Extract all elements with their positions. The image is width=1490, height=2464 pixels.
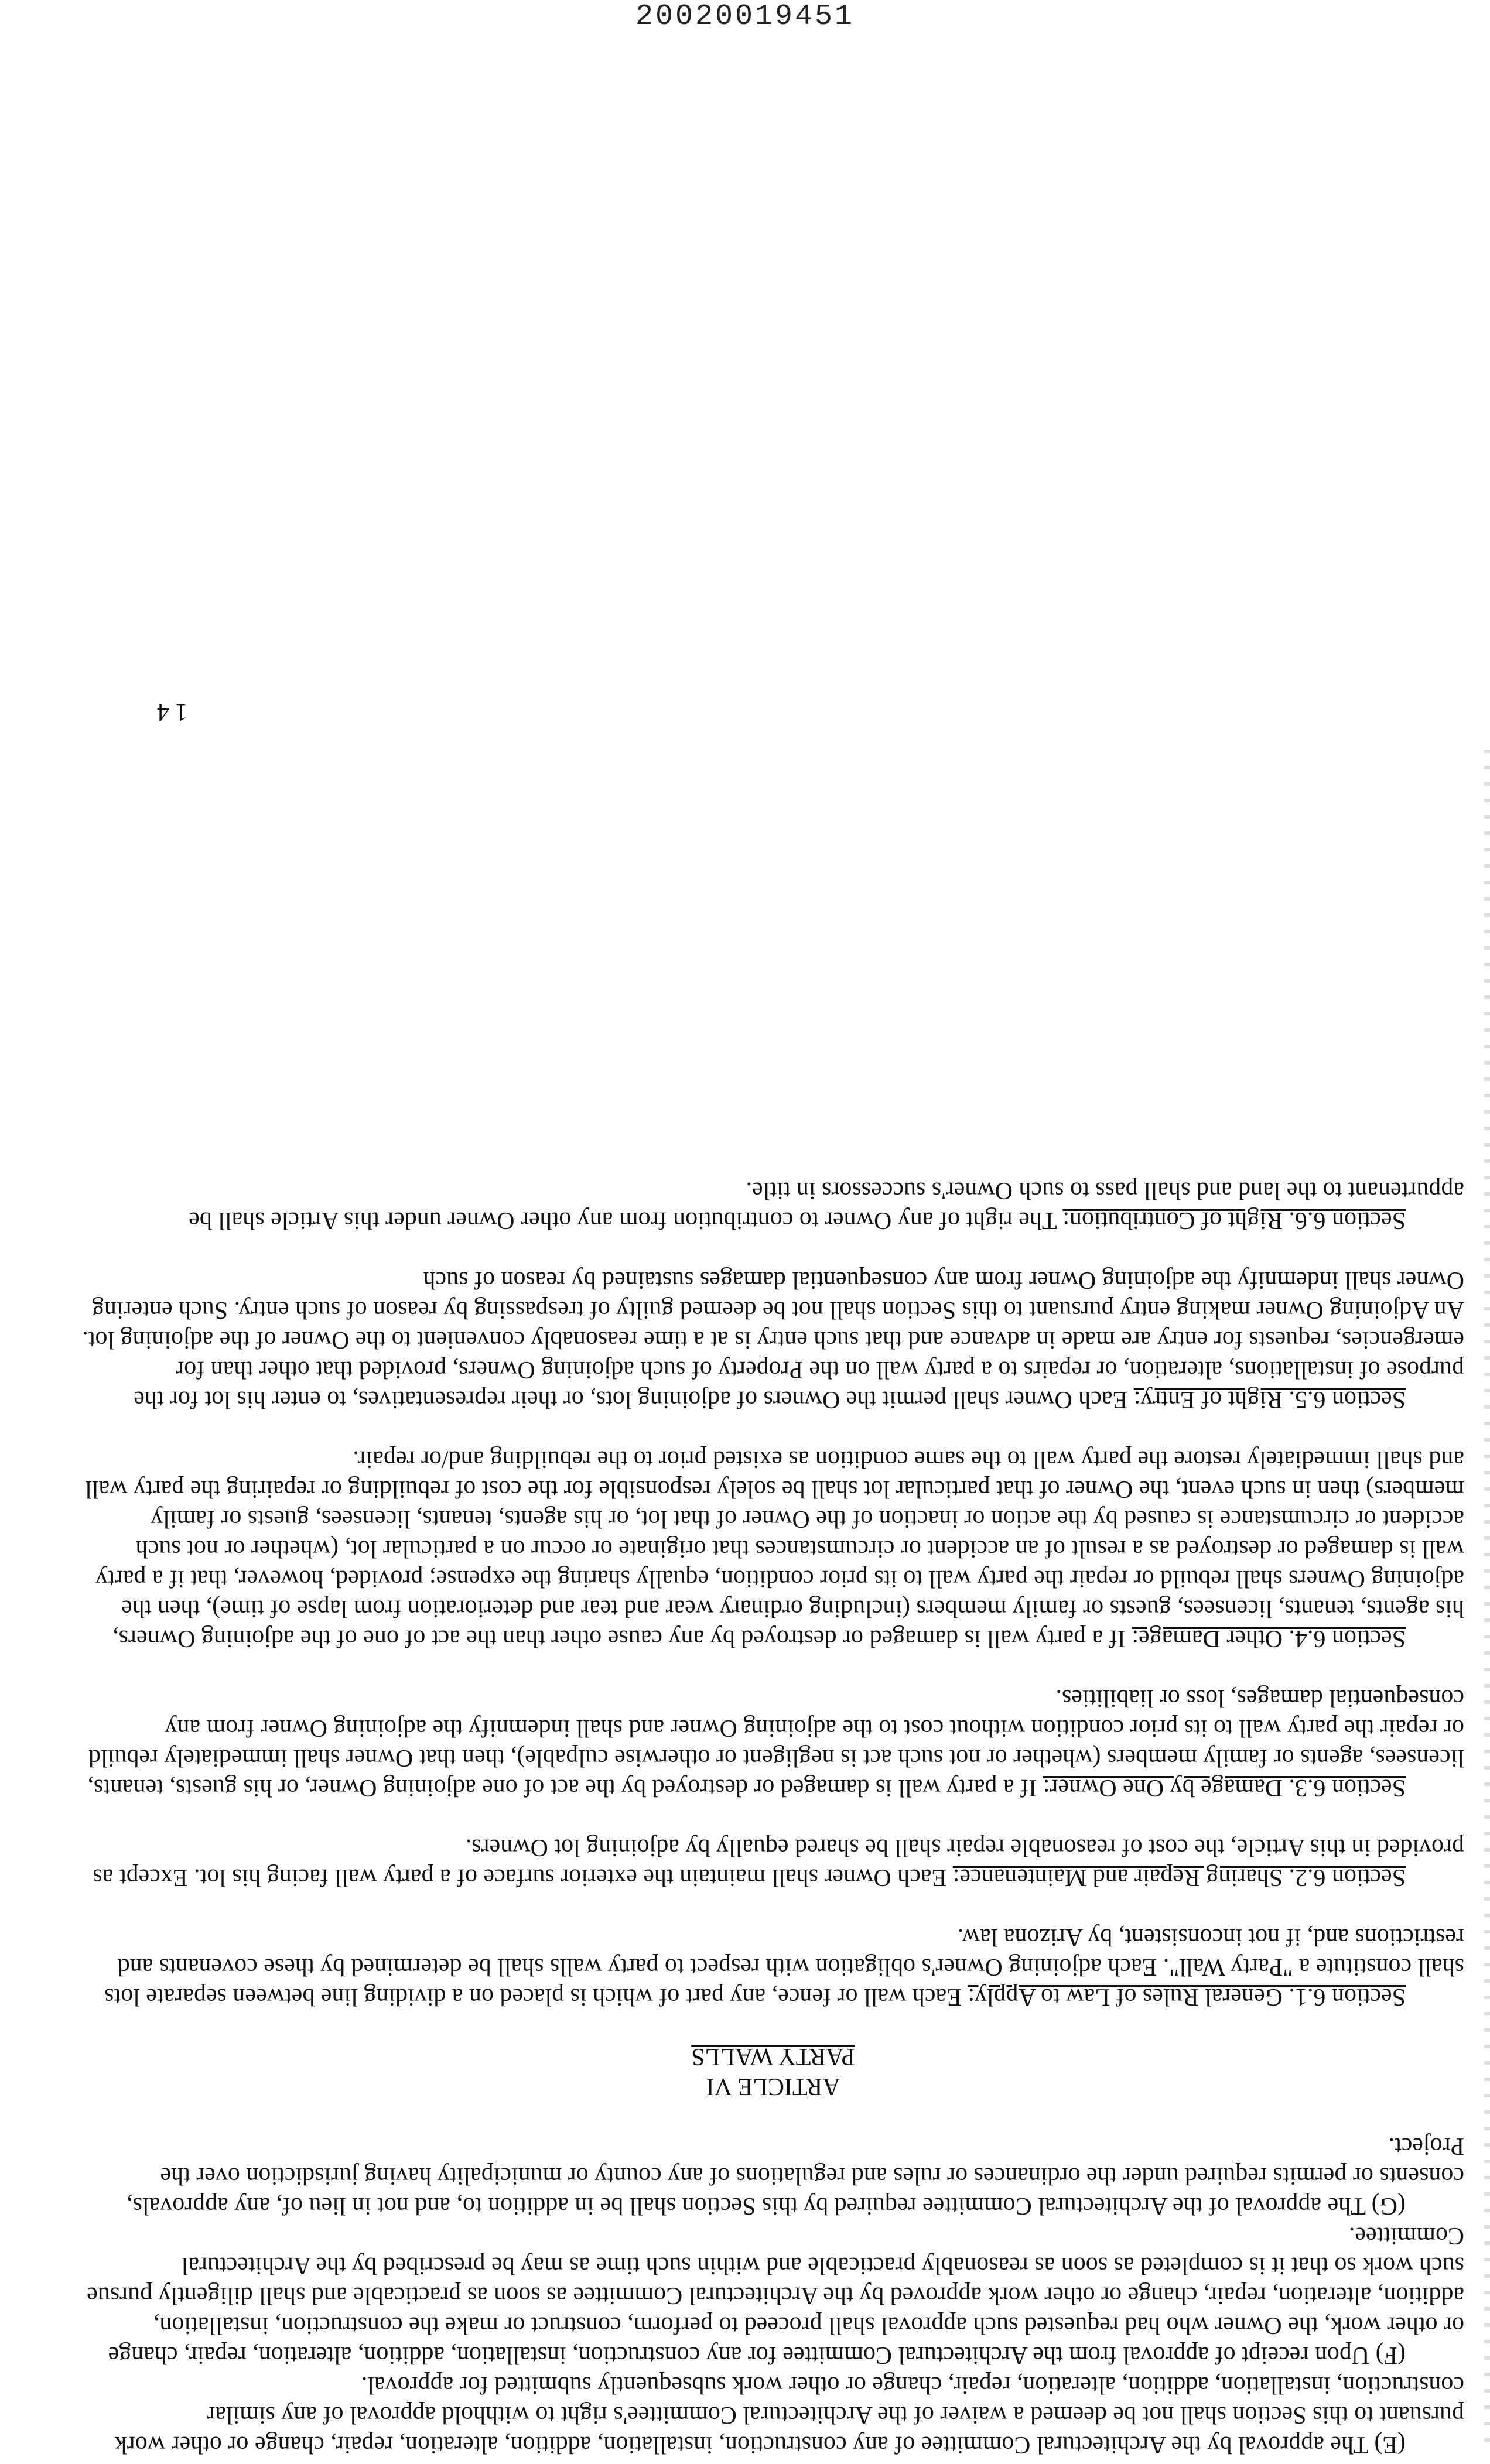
article-number: ARTICLE VI	[706, 2073, 840, 2100]
paragraph-g: (G) The approval of the Architectural Committee required by this Section shall be in addition to, and not in lieu of, any approvals, consents or permits required under the ordinances or rules and regulations of any county or municipality having jurisdiction over the Project.	[127, 2133, 1464, 2219]
section-heading: Section 6.1. General Rules of Law to Apply:	[968, 1983, 1406, 2010]
section-6-4	[82, 1444, 1464, 1653]
article-title: PARTY WALLS	[691, 2043, 855, 2070]
page-text	[82, 699, 1464, 2459]
section-body: If a party wall is damaged or destroyed by any cause other than the act of one of the adjoining Owners, his agents, tenants, licensees, guests or family members (including ordinary wear and tear and deterioration from lapse of time), then the adjoining Owners shall rebuild or repair the party wall to its prior condition, equally sharing the expense; provided, however, that if a party wall is damaged or destroyed as a result of an accident or circumstances that originate or occur on a particular lot, (whether or not such accident or circumstance is caused by the action or inaction of the Owner of that lot, or his agents, tenants, licensees, guests or family members) then in such event, the Owner of that particular lot shall be solely responsible for the cost of rebuilding or repairing the party wall and shall immediately restore the party wall to the same condition as existed prior to the rebuilding and/or repair.	[85, 1446, 1464, 1652]
document-number: 20020019451	[635, 0, 855, 33]
section-6-6	[82, 1175, 1464, 1235]
section-body: Each Owner shall permit the Owners of adjoining lots, or their representatives, to enter his lot for the purpose of installations, alteration, or repairs to a party wall on the Property of such adjoining Owners, provided that other than for emergencies, requests for entry are made in advance and that such entry is at a time reasonably convenient to the Owner of the adjoining lot. An Adjoining Owner making entry pursuant to this Section shall not be deemed guilty of trespassing by reason of such entry. Such entering Owner shall indemnify the adjoining Owner from any consequential damages sustained by reason of such	[82, 1267, 1464, 1413]
scan-edge-marks	[1484, 750, 1490, 2448]
section-6-1	[82, 1922, 1464, 2011]
section-heading: Section 6.3. Damage by One Owner:	[1043, 1774, 1406, 1801]
page-number: 14	[151, 699, 187, 725]
section-body: The right of any Owner to contribution from any other Owner under this Article shall be appurtenant to the land and shall pass to such Owner's successors in title.	[189, 1177, 1464, 1234]
rotated-page-body	[82, 656, 1464, 2459]
section-6-3	[82, 1683, 1464, 1802]
section-heading: Section 6.6. Right of Contribution:	[1062, 1207, 1406, 1234]
section-heading: Section 6.2. Sharing Repair and Maintenance:	[952, 1864, 1406, 1891]
section-body: Each Owner shall maintain the exterior surface of a party wall facing his lot. Except as provided in this Article, the cost of reasonable repair shall be shared equally by adjoining lot Owners.	[93, 1834, 1464, 1891]
section-6-5	[82, 1265, 1464, 1414]
paragraph-e: (E) The approval by the Architectural Committee of any construction, installation, addition, alteration, repair, change or other work pursuant to this Section shall not be deemed a waiver of the Architectural Committee's right to withhold approval of any similar construction, installation, addition, alteration, repair, change or other work subsequently submitted for approval.	[114, 2371, 1464, 2458]
section-6-2	[82, 1832, 1464, 1892]
section-heading: Section 6.4. Other Damage:	[1132, 1625, 1406, 1652]
section-body: If a party wall is damaged or destroyed by the act of one adjoining Owner, or his guests, tenants, licensees, agents or family members (whether or not such act is negligent or otherwise culpable), then that Owner shall immediately rebuild or repair the party wall to its prior condition without cost to the adjoining Owner and shall indemnify the adjoining Owner from any consequential damages, loss or liabilities.	[87, 1685, 1464, 1801]
section-body: Each wall or fence, any part of which is placed on a dividing line between separate lots shall constitute a "Party Wall". Each adjoining Owner's obligation with respect to party walls shall be determined by these covenants and restrictions and, if not inconsistent, by Arizona law.	[104, 1924, 1464, 2010]
section-heading: Section 6.5. Right of Entry:	[1133, 1386, 1406, 1413]
paragraph-f: (F) Upon receipt of approval from the Architectural Committee for any construction, installation, addition, alteration, repair, change or other work, the Owner who had requested such approval shall proceed to perform, construct or make the construction, installation, addition, alteration, repair, change or other work approved by the Architectural Committee as soon as practicable and shall diligently pursue such work so that it is completed as soon as reasonably practicable and within such time as may be prescribed by the Architectural Committee.	[87, 2222, 1464, 2369]
